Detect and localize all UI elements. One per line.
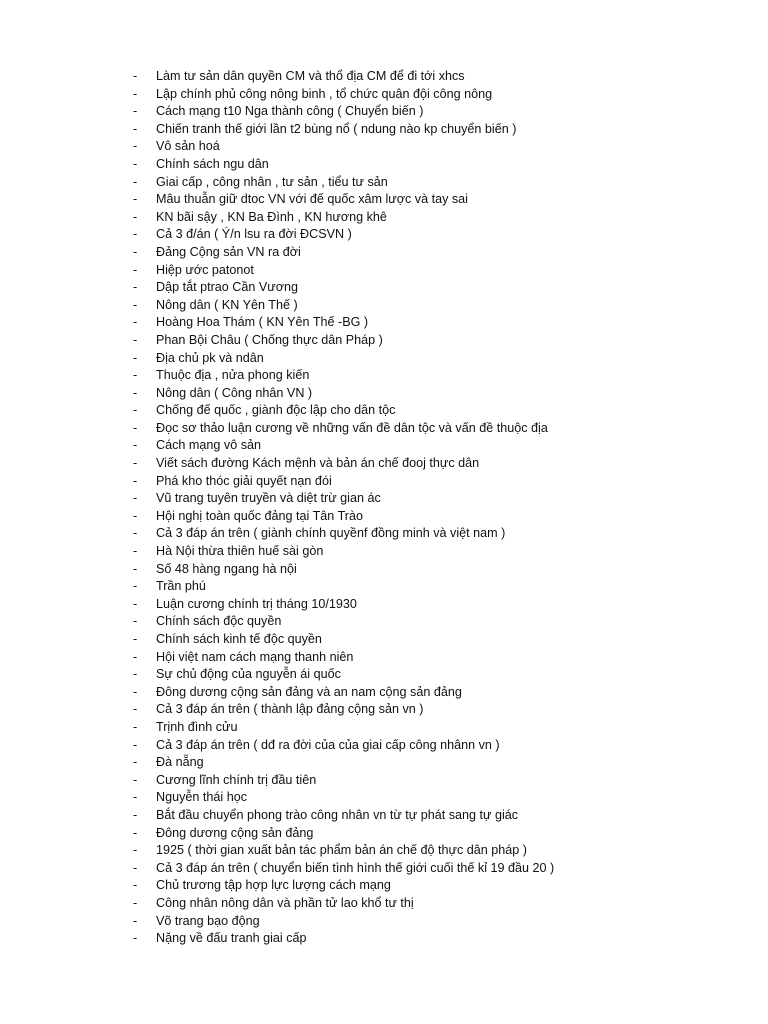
list-item bbox=[0, 895, 768, 913]
list-item-text: Bắt đầu chuyển phong trào công nhân vn từ tự phát sang tự giác bbox=[156, 807, 519, 822]
bullet-dash: - bbox=[133, 825, 138, 840]
bullet-dash: - bbox=[133, 790, 138, 805]
list-item-text: Vô sản hoá bbox=[156, 139, 220, 154]
bullet-dash: - bbox=[133, 684, 138, 699]
list-item bbox=[0, 455, 768, 473]
list-item bbox=[0, 297, 768, 315]
bullet-dash: - bbox=[133, 139, 138, 154]
list-item bbox=[0, 209, 768, 227]
list-item-text: Cả 3 đáp án trên ( thành lập đảng cộng sản vn ) bbox=[156, 702, 424, 717]
bullet-dash: - bbox=[133, 403, 138, 418]
bullet-dash: - bbox=[133, 209, 138, 224]
list-item-text: Cả 3 đáp án trên ( chuyển biến tình hình thế giới cuối thế kỉ 19 đầu 20 ) bbox=[156, 860, 555, 875]
list-item-text: Trịnh đình cửu bbox=[156, 719, 238, 734]
list-item bbox=[0, 437, 768, 455]
bullet-dash: - bbox=[133, 544, 138, 559]
list-item-text: 1925 ( thời gian xuất bản tác phẩm bản án chế độ thực dân pháp ) bbox=[156, 843, 527, 858]
list-item bbox=[0, 86, 768, 104]
list-item-text: Số 48 hàng ngang hà nội bbox=[156, 561, 297, 576]
list-item-text: Nguyễn thái học bbox=[156, 790, 248, 805]
list-item bbox=[0, 226, 768, 244]
bullet-dash: - bbox=[133, 843, 138, 858]
bullet-dash: - bbox=[133, 473, 138, 488]
list-item bbox=[0, 666, 768, 684]
list-item-text: Hiệp ước patonot bbox=[156, 262, 254, 277]
bullet-dash: - bbox=[133, 280, 138, 295]
bullet-dash: - bbox=[133, 737, 138, 752]
list-item bbox=[0, 68, 768, 86]
list-item bbox=[0, 525, 768, 543]
answer-list bbox=[0, 68, 768, 948]
list-item bbox=[0, 262, 768, 280]
list-item bbox=[0, 930, 768, 948]
list-item-text: Mâu thuẫn giữ dtoc VN với đế quốc xâm lược và tay sai bbox=[156, 192, 468, 207]
list-item bbox=[0, 825, 768, 843]
list-item-text: Chiến tranh thế giới lần t2 bùng nổ ( ndung nào kp chuyển biến ) bbox=[156, 121, 517, 136]
list-item bbox=[0, 772, 768, 790]
list-item bbox=[0, 737, 768, 755]
list-item-text: Dập tắt ptrao Cần Vương bbox=[156, 280, 299, 295]
list-item-text: Võ trang bạo động bbox=[156, 913, 260, 928]
bullet-dash: - bbox=[133, 649, 138, 664]
bullet-dash: - bbox=[133, 69, 138, 83]
list-item bbox=[0, 807, 768, 825]
list-item-text: Luận cương chính trị tháng 10/1930 bbox=[156, 596, 357, 611]
bullet-dash: - bbox=[133, 297, 138, 312]
bullet-dash: - bbox=[133, 931, 138, 946]
list-item bbox=[0, 842, 768, 860]
list-item bbox=[0, 596, 768, 614]
bullet-dash: - bbox=[133, 86, 138, 101]
bullet-dash: - bbox=[133, 895, 138, 910]
list-item bbox=[0, 402, 768, 420]
list-item-text: Đọc sơ thảo luận cương về những vấn đề dân tộc và vấn đề thuộc địa bbox=[156, 420, 548, 435]
list-item-text: Vũ trang tuyên truyền và diệt trừ gian ác bbox=[156, 491, 381, 506]
list-item bbox=[0, 420, 768, 438]
bullet-dash: - bbox=[133, 596, 138, 611]
bullet-dash: - bbox=[133, 332, 138, 347]
list-item bbox=[0, 332, 768, 350]
bullet-dash: - bbox=[133, 315, 138, 330]
list-item bbox=[0, 913, 768, 931]
bullet-dash: - bbox=[133, 420, 138, 435]
bullet-dash: - bbox=[133, 104, 138, 119]
list-item bbox=[0, 367, 768, 385]
list-item-text: Đà nẵng bbox=[156, 755, 204, 770]
bullet-dash: - bbox=[133, 192, 138, 207]
list-item bbox=[0, 754, 768, 772]
list-item bbox=[0, 103, 768, 121]
list-item-text: Đảng Cộng sản VN ra đời bbox=[156, 244, 301, 259]
list-item bbox=[0, 860, 768, 878]
list-item-text: KN bãi sậy , KN Ba Đình , KN hương khê bbox=[156, 209, 387, 224]
list-item-text: Chính sách ngu dân bbox=[156, 156, 269, 171]
bullet-dash: - bbox=[133, 262, 138, 277]
bullet-dash: - bbox=[133, 772, 138, 787]
list-item-text: Cả 3 đ/án ( Ý/n lsu ra đời ĐCSVN ) bbox=[156, 227, 352, 242]
bullet-dash: - bbox=[133, 719, 138, 734]
list-item-text: Viết sách đường Kách mệnh và bản án chế đooj thực dân bbox=[156, 456, 480, 471]
list-item bbox=[0, 649, 768, 667]
bullet-dash: - bbox=[133, 491, 138, 506]
list-item bbox=[0, 684, 768, 702]
list-item-text: Sự chủ động của nguyễn ái quốc bbox=[156, 667, 341, 682]
bullet-dash: - bbox=[133, 121, 138, 136]
list-item bbox=[0, 561, 768, 579]
list-item bbox=[0, 578, 768, 596]
bullet-dash: - bbox=[133, 755, 138, 770]
bullet-dash: - bbox=[133, 667, 138, 682]
list-item-text: Hội nghị toàn quốc đảng tại Tân Trào bbox=[156, 508, 364, 523]
list-item-text: Trần phú bbox=[156, 579, 206, 594]
list-item-text: Nặng về đấu tranh giai cấp bbox=[156, 931, 307, 946]
list-item bbox=[0, 244, 768, 262]
bullet-dash: - bbox=[133, 350, 138, 365]
list-item-text: Phan Bội Châu ( Chống thực dân Pháp ) bbox=[156, 332, 383, 347]
bullet-dash: - bbox=[133, 632, 138, 646]
bullet-dash: - bbox=[133, 561, 138, 576]
bullet-dash: - bbox=[133, 368, 138, 383]
bullet-dash: - bbox=[133, 878, 138, 893]
list-item-text: Hoàng Hoa Thám ( KN Yên Thế -BG ) bbox=[156, 315, 369, 330]
list-item bbox=[0, 191, 768, 209]
bullet-dash: - bbox=[133, 244, 138, 259]
list-item-text: Nông dân ( KN Yên Thế ) bbox=[156, 297, 298, 312]
list-item bbox=[0, 314, 768, 332]
list-item bbox=[0, 174, 768, 192]
bullet-dash: - bbox=[133, 579, 138, 594]
list-item-text: Công nhân nông dân và phần tử lao khổ tư thị bbox=[156, 895, 414, 910]
bullet-dash: - bbox=[133, 807, 138, 822]
list-item bbox=[0, 490, 768, 508]
list-item-text: Cương lĩnh chính trị đầu tiên bbox=[156, 772, 317, 787]
bullet-dash: - bbox=[133, 385, 138, 400]
list-item-text: Giai cấp , công nhân , tư sản , tiểu tư sản bbox=[156, 174, 388, 189]
bullet-dash: - bbox=[133, 227, 138, 242]
bullet-dash: - bbox=[133, 526, 138, 541]
list-item-text: Chống đế quốc , giành độc lập cho dân tộc bbox=[156, 403, 396, 418]
list-item-text: Cách mạng t10 Nga thành công ( Chuyển biến ) bbox=[156, 104, 424, 119]
list-item bbox=[0, 719, 768, 737]
list-item bbox=[0, 877, 768, 895]
list-item bbox=[0, 350, 768, 368]
bullet-dash: - bbox=[133, 614, 138, 629]
list-item bbox=[0, 279, 768, 297]
list-item-text: Phá kho thóc giải quyết nạn đói bbox=[156, 473, 332, 488]
bullet-dash: - bbox=[133, 456, 138, 471]
list-item bbox=[0, 156, 768, 174]
list-item bbox=[0, 121, 768, 139]
list-item bbox=[0, 631, 768, 649]
list-item-text: Lập chính phủ công nông binh , tổ chức quân đội công nông bbox=[156, 86, 493, 101]
list-item bbox=[0, 508, 768, 526]
bullet-dash: - bbox=[133, 156, 138, 171]
list-item-text: Chủ trương tập hợp lực lượng cách mạng bbox=[156, 878, 391, 893]
list-item-text: Địa chủ pk và ndân bbox=[156, 350, 264, 365]
list-item bbox=[0, 789, 768, 807]
list-item-text: Cách mạng vô sản bbox=[156, 438, 262, 453]
bullet-dash: - bbox=[133, 174, 138, 189]
bullet-dash: - bbox=[133, 702, 138, 717]
list-item bbox=[0, 613, 768, 631]
list-item-text: Chính sách độc quyền bbox=[156, 614, 282, 629]
list-item bbox=[0, 543, 768, 561]
list-item-text: Chính sách kinh tế độc quyền bbox=[156, 632, 322, 646]
list-item bbox=[0, 701, 768, 719]
bullet-dash: - bbox=[133, 438, 138, 453]
list-item-text: Đông dương cộng sản đảng bbox=[156, 825, 314, 840]
bullet-dash: - bbox=[133, 508, 138, 523]
list-item-text: Nông dân ( Công nhân VN ) bbox=[156, 385, 313, 400]
list-item bbox=[0, 138, 768, 156]
list-item bbox=[0, 473, 768, 491]
list-item-text: Cả 3 đáp án trên ( giành chính quyềnf đồng minh và việt nam ) bbox=[156, 526, 506, 541]
list-item-text: Hội việt nam cách mạng thanh niên bbox=[156, 649, 354, 664]
list-item-text: Thuộc địa , nửa phong kiến bbox=[156, 368, 310, 383]
bullet-dash: - bbox=[133, 860, 138, 875]
list-item-text: Đông dương cộng sản đảng và an nam cộng sản đảng bbox=[156, 684, 462, 699]
list-item-text: Làm tư sản dân quyền CM và thổ địa CM để đi tới xhcs bbox=[156, 69, 465, 83]
list-item-text: Cả 3 đáp án trên ( dđ ra đời của của giai cấp công nhânn vn ) bbox=[156, 737, 500, 752]
list-item bbox=[0, 385, 768, 403]
bullet-dash: - bbox=[133, 913, 138, 928]
list-item-text: Hà Nội thừa thiên huế sài gòn bbox=[156, 544, 324, 559]
